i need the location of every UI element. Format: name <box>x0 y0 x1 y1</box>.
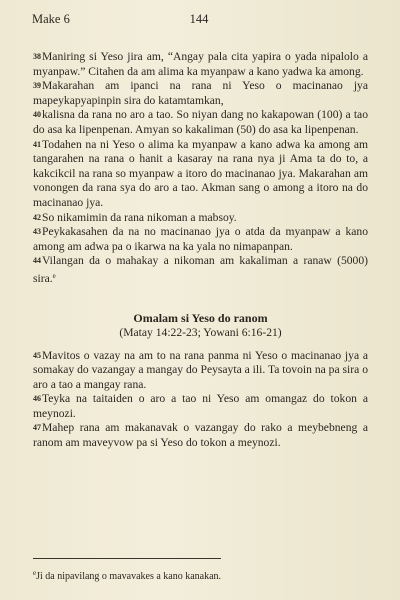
verse-number: 45 <box>33 350 41 360</box>
verse-number: 44 <box>33 256 41 266</box>
chapter-reference: Make 6 <box>32 12 70 26</box>
verse-47 <box>33 421 368 450</box>
footnote-divider <box>33 558 221 559</box>
verse-45 <box>33 349 368 393</box>
verse-number: 38 <box>33 52 41 61</box>
verse-46 <box>33 392 368 421</box>
verse-44 <box>33 254 368 286</box>
verse-number: 40 <box>33 110 41 120</box>
verse-41 <box>33 138 368 211</box>
verse-number: 43 <box>33 227 41 237</box>
verse-number: 46 <box>33 394 41 404</box>
section-heading: Omalam si Yeso do ranom <box>133 310 268 325</box>
verse-number: 41 <box>33 139 41 149</box>
verse-number: 39 <box>33 81 41 91</box>
page-number: 144 <box>189 12 209 26</box>
verse-text: Teyka na taitaiden o aro a tao ni Yeso am omangaz do tokon a meynozi. <box>33 392 368 420</box>
verse-text: Todahen na ni Yeso o alima ka myanpaw a kano adwa ka among am tangarahen na rana o hanit a kasaray na rana nya ji Ama ta do to, a kakcikcil na rana so myanpaw a itoro do macinanao jya. Makarahan am vonongen da rana sya do aro a tao. Akman sang o among a itoro na do macinanao jya. <box>33 137 368 209</box>
verse-text: Maniring si Yeso jira am, “Angay pala cita yapira o yada nipalolo a myanpaw.” Citahen da am alima ka myanpaw a kano yadwa ka among. <box>33 50 368 78</box>
footnote <box>33 567 368 583</box>
verse-text: Mahep rana am makanavak o vazangay do rako a meybebneng a ranom am maveyvow pa si Yeso do tokon a meynozi. <box>33 421 368 450</box>
verse-38 <box>33 50 368 79</box>
footnote-mark: e <box>33 569 37 577</box>
verse-text: So nikamimin da rana nikoman a mabsoy. <box>42 210 237 224</box>
verse-42 <box>33 211 368 226</box>
verse-text: Peykakasahen da na no macinanao jya o atda da myanpaw a kano among am adwa pa o ikarwa na ka yala no nimapanpan. <box>33 225 368 253</box>
verse-text: kalisna da rana no aro a tao. So niyan dang no kakapowan (100) a tao do asa ka lipenpenan. Amyan so kakaliman (50) do asa ka lipenpenan. <box>33 108 368 136</box>
verse-number: 42 <box>33 212 41 222</box>
verse-text: Mavitos o vazay na am to na rana panma ni Yeso o macinanao jya a somakay do vazangay a mangay do Peysayta a ili. Ta tovoin na pa sira o aro a tao a mangay rana. <box>33 348 368 391</box>
section-cross-reference: (Matay 14:22-23; Yowani 6:16-21) <box>119 325 282 339</box>
page-body <box>33 50 368 451</box>
footnote-mark: e <box>52 271 56 280</box>
verse-number: 47 <box>33 423 41 433</box>
page-header <box>32 12 366 28</box>
verses-bottom <box>33 349 368 451</box>
verse-43 <box>33 225 368 254</box>
verse-text: Makarahan am ipanci na rana ni Yeso o macinanao jya mapeykapyapinpin sira do katamtamkan, <box>33 79 368 107</box>
verses-top <box>33 50 368 287</box>
verse-39 <box>33 79 368 108</box>
verse-text: Vilangan da o mahakay a nikoman am kakaliman a ranaw (5000) sira. <box>33 254 368 285</box>
verse-40 <box>33 108 368 137</box>
footnote-text: Ji da nipavilang o mavavakes a kano kanakan. <box>36 571 222 582</box>
